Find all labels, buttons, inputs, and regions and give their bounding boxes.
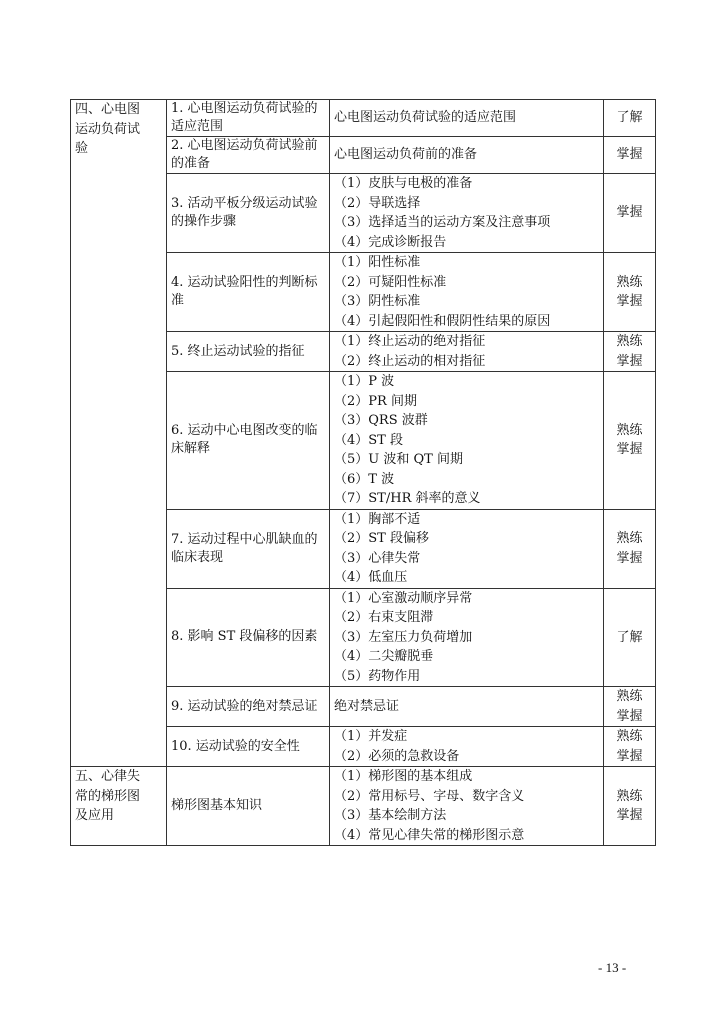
- content-cell: [330, 332, 604, 372]
- content-item: （3）QRS 波群: [334, 413, 428, 428]
- topic-cell: 6. 运动中心电图改变的临床解释: [167, 372, 330, 510]
- content-item: （1）并发症: [334, 729, 408, 744]
- requirement-level: 掌握: [616, 808, 643, 823]
- section-heading: [71, 100, 167, 767]
- requirement-level-cell: [604, 332, 656, 372]
- content-item: （3）左室压力负荷增加: [334, 629, 473, 645]
- content-item: （4）完成诊断报告: [334, 234, 447, 250]
- content-item: （5）药物作用: [334, 668, 421, 684]
- content-item: （5）U 波和 QT 间期: [334, 452, 463, 467]
- requirement-level: 熟练: [616, 729, 643, 744]
- requirement-level: 了解: [616, 629, 643, 645]
- content-item: 心电图运动负荷试验的适应范围: [334, 110, 517, 126]
- content-item: 绝对禁忌证: [334, 698, 400, 714]
- content-cell: [330, 253, 604, 332]
- requirement-level: 掌握: [616, 442, 643, 458]
- content-item: （1）皮肤与电极的准备: [334, 176, 473, 191]
- requirement-level-cell: [604, 253, 656, 332]
- content-item: （4）二尖瓣脱垂: [334, 649, 434, 664]
- topic-cell: 8. 影响 ST 段偏移的因素: [167, 588, 330, 687]
- content-item: （3）阴性标准: [334, 294, 421, 309]
- requirement-level: 熟练: [616, 334, 643, 349]
- requirement-level-cell: [604, 100, 656, 137]
- section-heading-line: 五、心律失: [75, 769, 141, 784]
- content-cell: [330, 767, 604, 846]
- topic-cell: 4. 运动试验阳性的判断标准: [167, 253, 330, 332]
- topic-cell: 7. 运动过程中心肌缺血的临床表现: [167, 509, 330, 588]
- content-item: （1）终止运动的绝对指征: [334, 334, 486, 349]
- content-item: （2）可疑阳性标准: [334, 274, 447, 290]
- content-item: （1）梯形图的基本组成: [334, 769, 473, 784]
- content-item: （2）右束支阻滞: [334, 610, 434, 625]
- content-item: （1）P 波: [334, 374, 395, 389]
- page-number: - 13 -: [598, 960, 627, 975]
- section-heading-line: 常的梯形图: [75, 788, 141, 804]
- requirement-level: 熟练: [616, 422, 643, 438]
- requirement-level: 掌握: [616, 205, 643, 221]
- topic-cell: 梯形图基本知识: [167, 767, 330, 846]
- requirement-level-cell: [604, 767, 656, 846]
- requirement-level-cell: [604, 174, 656, 253]
- content-cell: [330, 174, 604, 253]
- content-cell: [330, 687, 604, 727]
- content-item: （3）心律失常: [334, 550, 421, 566]
- content-cell: [330, 509, 604, 588]
- content-cell: [330, 372, 604, 510]
- topic-cell: 5. 终止运动试验的指征: [167, 332, 330, 372]
- content-cell: [330, 588, 604, 687]
- requirement-level: 熟练: [616, 531, 643, 546]
- section-heading-line: 四、心电图: [75, 102, 141, 117]
- requirement-level: 熟练: [616, 788, 643, 804]
- requirement-level: 熟练: [616, 689, 643, 704]
- topic-cell: 3. 活动平板分级运动试验的操作步骤: [167, 174, 330, 253]
- section-heading-line: 验: [75, 141, 89, 156]
- content-item: （2）ST 段偏移: [334, 531, 429, 546]
- content-item: （1）心室激动顺序异常: [334, 590, 473, 606]
- content-item: （2）终止运动的相对指征: [334, 353, 486, 369]
- content-item: （4）ST 段: [334, 432, 403, 448]
- requirement-level-cell: [604, 137, 656, 174]
- content-item: （1）胸部不适: [334, 511, 421, 527]
- content-item: （4）引起假阳性和假阴性结果的原因: [334, 313, 551, 329]
- requirement-level-cell: [604, 687, 656, 727]
- content-item: （2）PR 间期: [334, 393, 417, 409]
- requirement-level: 掌握: [616, 353, 643, 369]
- content-item: （2）必须的急救设备: [334, 748, 460, 764]
- content-item: （3）基本绘制方法: [334, 808, 447, 823]
- requirement-level-cell: [604, 509, 656, 588]
- content-item: （6）T 波: [334, 471, 395, 487]
- content-item: 心电图运动负荷前的准备: [334, 147, 478, 163]
- requirement-level: 掌握: [616, 147, 643, 163]
- content-item: （4）常见心律失常的梯形图示意: [334, 827, 525, 843]
- content-item: （3）选择适当的运动方案及注意事项: [334, 215, 551, 230]
- topic-cell: 2. 心电图运动负荷试验前的准备: [167, 137, 330, 174]
- content-item: （7）ST/HR 斜率的意义: [334, 491, 481, 506]
- requirement-level: 了解: [616, 110, 643, 126]
- topic-cell: 9. 运动试验的绝对禁忌证: [167, 687, 330, 727]
- requirement-level-cell: [604, 372, 656, 510]
- content-item: （2）常用标号、字母、数字含义: [334, 788, 525, 804]
- content-item: （1）阳性标准: [334, 255, 421, 270]
- section-heading-line: 及应用: [75, 808, 115, 823]
- requirement-level-cell: [604, 588, 656, 687]
- requirement-level-cell: [604, 727, 656, 767]
- topic-cell: 10. 运动试验的安全性: [167, 727, 330, 767]
- requirement-level: 掌握: [616, 708, 643, 724]
- content-cell: [330, 727, 604, 767]
- requirement-level: 熟练: [616, 274, 643, 290]
- topic-cell: 1. 心电图运动负荷试验的适应范围: [167, 100, 330, 137]
- section-heading: [71, 767, 167, 846]
- requirement-level: 掌握: [616, 748, 643, 764]
- content-item: （2）导联选择: [334, 195, 421, 211]
- requirement-level: 掌握: [616, 550, 643, 566]
- syllabus-table: [70, 99, 656, 846]
- content-cell: [330, 137, 604, 174]
- content-item: （4）低血压: [334, 570, 408, 585]
- table-row: [71, 100, 656, 137]
- table-row: [71, 767, 656, 846]
- section-heading-line: 运动负荷试: [75, 121, 141, 137]
- content-cell: [330, 100, 604, 137]
- requirement-level: 掌握: [616, 294, 643, 309]
